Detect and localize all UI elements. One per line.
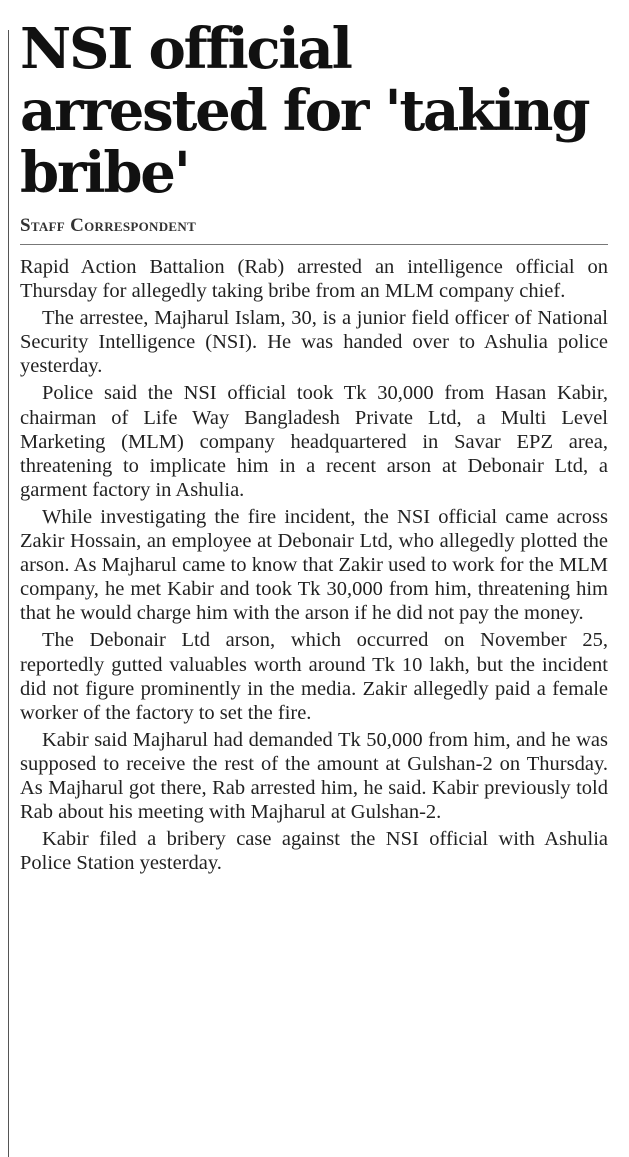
article-paragraph: Rapid Action Battalion (Rab) arrested an intelligence official on Thursday for allegedly taking bribe from an MLM company chief.	[20, 256, 608, 303]
article-paragraph: The Debonair Ltd arson, which occurred on November 25, reportedly gutted valuables worth around Tk 10 lakh, but the incident did not figure prominently in the media. Zakir allegedly paid a female worker of the factory to set the fire.	[20, 629, 608, 724]
news-article	[20, 18, 608, 878]
article-headline: NSI official arrested for 'taking bribe'	[20, 16, 589, 206]
article-paragraph: The arrestee, Majharul Islam, 30, is a junior field officer of National Security Intelligence (NSI). He was handed over to Ashulia police yesterday.	[20, 307, 608, 378]
article-byline: Staff Correspondent	[20, 215, 608, 245]
column-rule	[8, 30, 9, 1157]
article-paragraph: While investigating the fire incident, the NSI official came across Zakir Hossain, an employee at Debonair Ltd, who allegedly plotted the arson. As Majharul came to know that Zakir used to work for the MLM company, he met Kabir and took Tk 30,000 from him, threatening him that he would charge him with the arson if he did not pay the money.	[20, 505, 608, 625]
article-body	[20, 255, 608, 875]
article-paragraph: Kabir filed a bribery case against the NSI official with Ashulia Police Station yesterday.	[20, 828, 608, 875]
article-paragraph: Police said the NSI official took Tk 30,000 from Hasan Kabir, chairman of Life Way Bangladesh Private Ltd, a Multi Level Marketing (MLM) company headquartered in Savar EPZ area, threatening to implicate him in a recent arson at Debonair Ltd, a garment factory in Ashulia.	[20, 382, 608, 501]
article-paragraph: Kabir said Majharul had demanded Tk 50,000 from him, and he was supposed to receive the rest of the amount at Gulshan-2 on Thursday. As Majharul got there, Rab arrested him, he said. Kabir previously told Rab about his meeting with Majharul at Gulshan-2.	[20, 728, 608, 824]
